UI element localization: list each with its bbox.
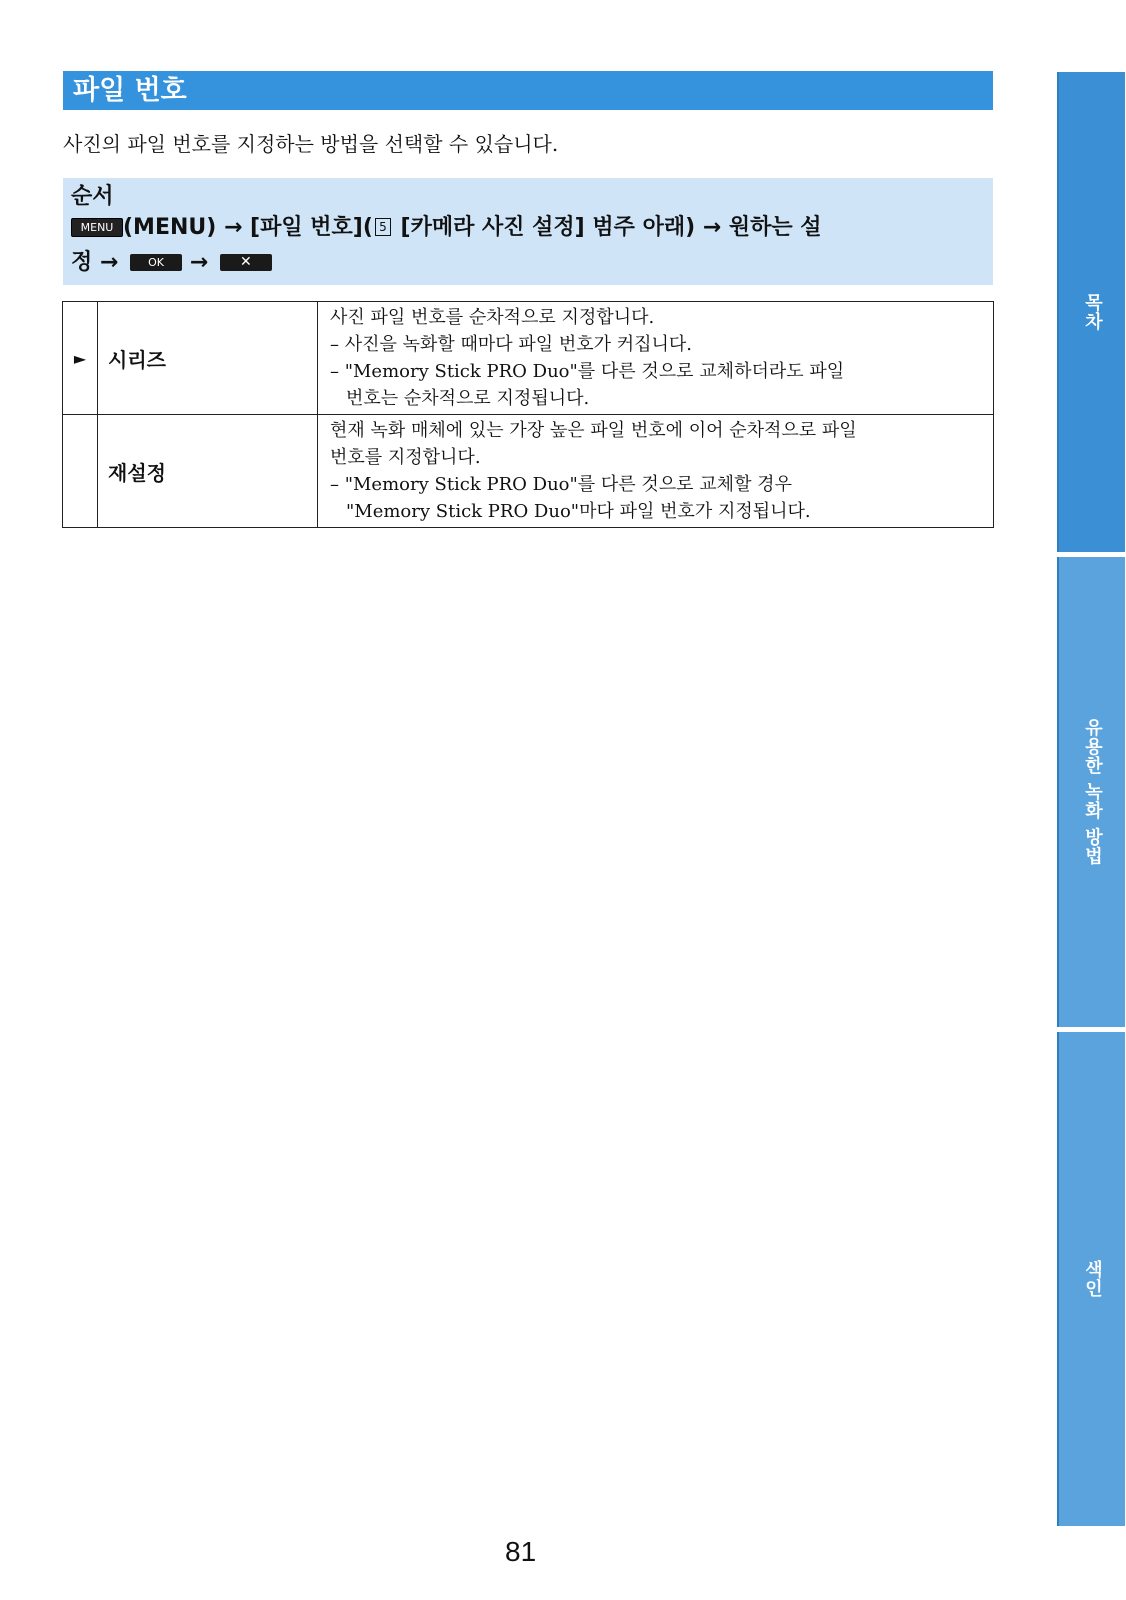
side-tab-label: 색인 [1082,1260,1103,1298]
page-title: 파일 번호 [73,75,187,106]
table-row [63,415,994,528]
option-description [318,415,994,528]
description-line: "Memory Stick PRO Duo"마다 파일 번호가 지정됩니다. [346,501,811,522]
category-number-icon: 5 [375,218,391,236]
options-table [62,301,994,528]
description-line: – 사진을 녹화할 때마다 파일 번호가 커집니다. [330,334,693,355]
side-tab-useful-recording[interactable] [1057,557,1125,1027]
option-description [318,302,994,415]
procedure-heading: 순서 [71,184,114,209]
procedure-text-1b: [카메라 사진 설정] 범주 아래) → 원하는 설 [392,215,822,240]
procedure-box [63,178,993,285]
description-line: 현재 녹화 매체에 있는 가장 높은 파일 번호에 이어 순차적으로 파일 [330,420,857,441]
description-line: – "Memory Stick PRO Duo"를 다른 것으로 교체하더라도 파일 [330,361,845,382]
description-line: 번호는 순차적으로 지정됩니다. [346,388,590,409]
option-name: 시리즈 [98,302,318,415]
selected-marker-icon [63,415,98,528]
description-line: 번호를 지정합니다. [330,447,481,468]
side-tab-label: 유용한 녹화 방법 [1082,718,1103,866]
section-title-bar [63,71,993,110]
procedure-text-1a: (MENU) → [파일 번호]( [123,215,373,240]
side-tab-contents[interactable] [1057,72,1125,552]
procedure-line-2 [71,248,272,278]
procedure-line-1 [71,213,822,243]
side-tab-label: 목차 [1082,293,1103,331]
page-number: 81 [505,1536,537,1567]
intro-text: 사진의 파일 번호를 지정하는 방법을 선택할 수 있습니다. [63,132,559,156]
procedure-text-2a: 정 → [71,250,119,275]
description-line: 사진 파일 번호를 순차적으로 지정합니다. [330,307,655,328]
arrow-icon: → [189,250,209,275]
description-line: – "Memory Stick PRO Duo"를 다른 것으로 교체할 경우 [330,474,792,495]
table-row [63,302,994,415]
selected-marker-icon: ► [63,302,98,415]
menu-key-icon: MENU [71,218,123,237]
ok-key-icon: OK [130,254,182,271]
option-name: 재설정 [98,415,318,528]
close-key-icon: ✕ [220,254,272,271]
side-tab-index[interactable] [1057,1032,1125,1526]
